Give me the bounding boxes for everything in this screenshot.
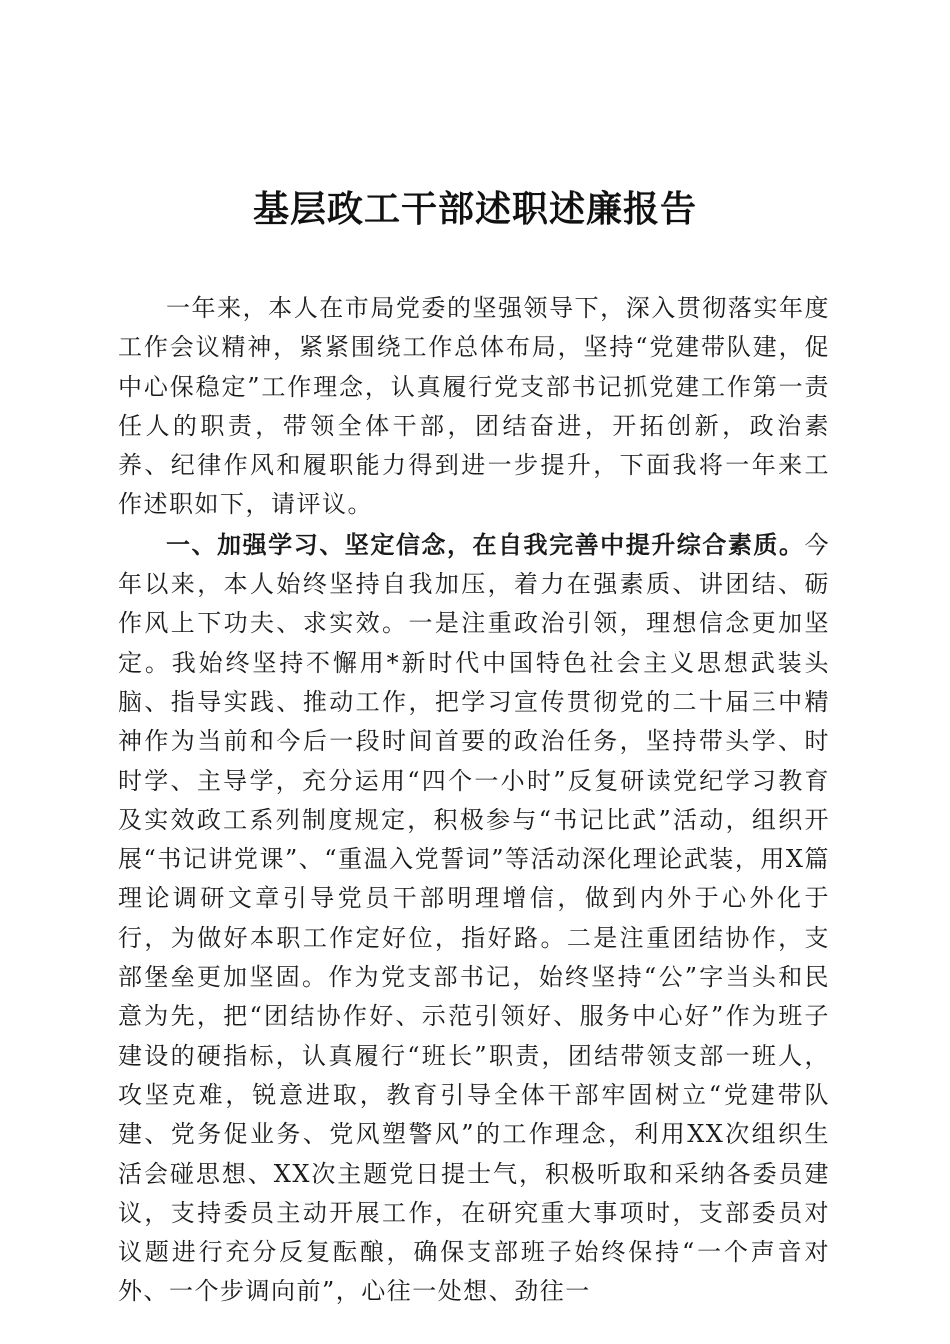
section-1-heading: 一、加强学习、坚定信念，在自我完善中提升综合素质。 [166,529,805,559]
document-body [118,289,830,1312]
section-1-body: 今年以来，本人始终坚持自我加压，着力在强素质、讲团结、砺作风上下功夫、求实效。一是注重政治引领，理想信念更加坚定。我始终坚持不懈用*新时代中国特色社会主义思想武装头脑、指导实践、推动工作，把学习宣传贯彻党的二十届三中精神作为当前和今后一段时间首要的政治任务，坚持带头学、时时学、主导学，充分运用“四个一小时”反复研读党纪学习教育及实效政工系列制度规定，积极参与“书记比武”活动，组织开展“书记讲党课”、“重温入党誓词”等活动深化理论武装，用X篇理论调研文章引导党员干部明理增信，做到内外于心外化于行，为做好本职工作定好位，指好路。二是注重团结协作，支部堡垒更加坚固。作为党支部书记，始终坚持“公”字当头和民意为先，把“团结协作好、示范引领好、服务中心好”作为班子建设的硬指标，认真履行“班长”职责，团结带领支部一班人，攻坚克难，锐意进取，教育引导全体干部牢固树立“党建带队建、党务促业务、党风塑警风”的工作理念，利用XX次组织生活会碰思想、XX次主题党日提士气，积极听取和采纳各委员建议，支持委员主动开展工作，在研究重大事项时，支部委员对议题进行充分反复酝酿，确保支部班子始终保持“一个声音对外、一个步调向前”，心往一处想、劲往一 [118,530,830,1306]
section-1-paragraph [118,525,830,1312]
intro-paragraph: 一年来，本人在市局党委的坚强领导下，深入贯彻落实年度工作会议精神，紧紧围绕工作总体布局，坚持“党建带队建，促中心保稳定”工作理念，认真履行党支部书记抓党建工作第一责任人的职责，带领全体干部，团结奋进，开拓创新，政治素养、纪律作风和履职能力得到进一步提升，下面我将一年来工作述职如下，请评议。 [118,294,830,519]
document-title: 基层政工干部述职述廉报告 [252,188,697,230]
